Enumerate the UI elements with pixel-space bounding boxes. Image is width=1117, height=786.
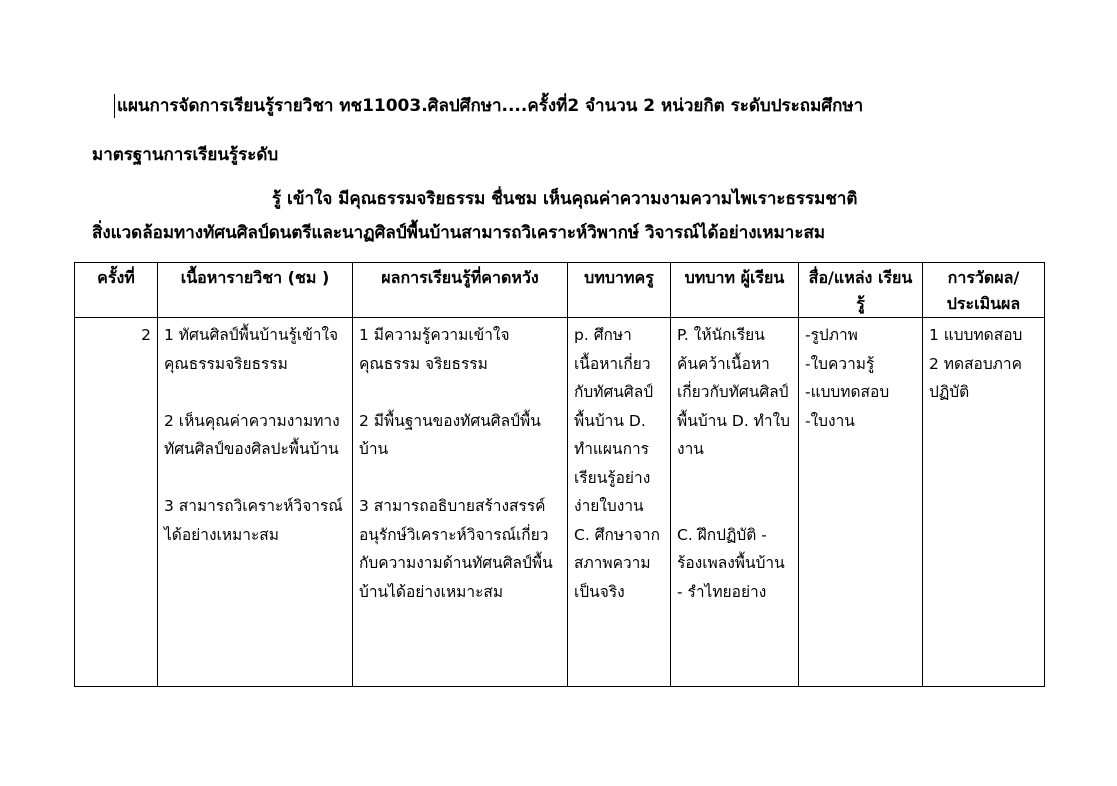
header-outcomes: ผลการเรียนรู้ที่คาดหวัง bbox=[353, 263, 568, 318]
media-item-2: -ใบความรู้ bbox=[805, 354, 875, 373]
plan-title: แผนการจัดการเรียนรู้รายวิชา ทช11003.ศิลปศึกษา....ครั้งที่2 จำนวน 2 หน่วยกิต ระดับประถมศึกษา bbox=[117, 96, 864, 116]
standard-text-line-2: สิ่งแวดล้อมทางทัศนศิลป์ดนตรีและนาฏศิลป์พื้นบ้านสามารถวิเคราะห์วิพากษ์ วิจารณ์ได้อย่างเหมาะสม bbox=[92, 223, 826, 243]
cell-evaluation bbox=[923, 318, 1045, 687]
cell-media bbox=[799, 318, 923, 687]
outcome-item-3: 3 สามารถอธิบายสร้างสรรค์อนุรักษ์วิเคราะห์วิจารณ์เกี่ยวกับความงามด้านทัศนศิลป์พื้นบ้านได้อย่างเหมาะสม bbox=[359, 497, 553, 601]
outcome-item-2: 2 มีพื้นฐานของทัศนศิลป์พื้นบ้าน bbox=[359, 411, 541, 458]
header-teacher-role: บทบาทครู bbox=[568, 263, 671, 318]
cell-session: 2 bbox=[75, 318, 158, 687]
content-item-1: 1 ทัศนศิลป์พื้นบ้านรู้เข้าใจคุณธรรมจริยธรรม bbox=[164, 326, 339, 373]
standard-heading: มาตรฐานการเรียนรู้ระดับ bbox=[92, 145, 279, 165]
cell-teacher-role bbox=[568, 318, 671, 687]
media-item-3: -แบบทดสอบ bbox=[805, 383, 890, 401]
cell-content bbox=[158, 318, 353, 687]
evaluation-item-1: 1 แบบทดสอบ bbox=[929, 326, 1023, 344]
header-learner-role: บทบาท ผู้เรียน bbox=[671, 263, 799, 318]
media-item-1: -รูปภาพ bbox=[805, 326, 858, 344]
learner-role-part-1: P. ให้นักเรียนค้นคว้าเนื้อหาเกี่ยวกับทัศนศิลป์พื้นบ้าน D. ทำใบงาน bbox=[677, 326, 790, 458]
teacher-role-text: p. ศึกษาเนื้อหาเกี่ยวกับทัศนศิลป์พื้นบ้าน D. ทำแผนการเรียนรู้อย่างง่ายใบงาน C. ศึกษาจากสภาพความเป็นจริง bbox=[574, 326, 660, 601]
outcome-item-1: 1 มีความรู้ความเข้าใจคุณธรรม จริยธรรม bbox=[359, 326, 510, 373]
header-session: ครั้งที่ bbox=[75, 263, 158, 318]
header-content: เนื้อหารายวิชา (ชม ) bbox=[158, 263, 353, 318]
media-item-4: -ใบงาน bbox=[805, 411, 855, 430]
text-cursor bbox=[114, 94, 115, 118]
learner-role-part-2: C. ฝึกปฏิบัติ - ร้องเพลงพื้นบ้าน - รำไทยอย่าง bbox=[677, 525, 785, 601]
cell-learner-role bbox=[671, 318, 799, 687]
evaluation-item-2: 2 ทดสอบภาคปฏิบัติ bbox=[929, 354, 1022, 401]
header-media: สื่อ/แหล่ง เรียนรู้ bbox=[799, 263, 923, 318]
standard-text-line-1: รู้ เข้าใจ มีคุณธรรมจริยธรรม ชื่นชม เห็นคุณค่าความงามความไพเราะธรรมชาติ bbox=[272, 189, 858, 209]
table-row bbox=[75, 318, 1045, 687]
content-item-2: 2 เห็นคุณค่าความงามทางทัศนศิลป์ของศิลปะพื้นบ้าน bbox=[164, 411, 340, 458]
table-header-row bbox=[75, 263, 1045, 318]
header-evaluation: การวัดผล/ ประเมินผล bbox=[923, 263, 1045, 318]
lesson-plan-table bbox=[74, 262, 1045, 687]
cell-outcomes bbox=[353, 318, 568, 687]
content-item-3: 3 สามารถวิเคราะห์วิจารณ์ได้อย่างเหมาะสม bbox=[164, 497, 343, 544]
